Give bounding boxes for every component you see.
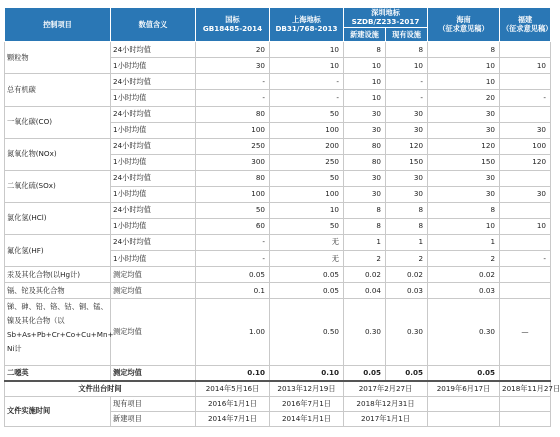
table-cell: - [196,74,270,90]
value-meaning: 1小时均值 [111,122,196,138]
table-cell: 50 [270,218,344,234]
value-meaning: 1小时均值 [111,186,196,202]
table-cell: - [270,90,344,106]
table-cell: 0.05 [270,267,344,283]
table-row [5,283,551,299]
table-cell: 100 [196,186,270,202]
pollutant-name: 氟化氢(HF) [5,235,111,267]
table-cell: 2017年2月27日 [344,381,428,396]
table-cell: - [196,90,270,106]
table-cell: 30 [386,106,428,122]
header-shenzhen-new: 新建设施 [344,28,386,42]
table-cell: 30 [428,186,500,202]
table-cell: 0.02 [428,267,500,283]
emission-standards-table [4,7,560,427]
table-cell: 10 [270,202,344,218]
table-cell: 2018年11月27日 [500,381,551,396]
table-cell: 10 [500,58,551,74]
table-row [5,106,551,122]
metal-name-line: 镍及其化合物（以 [7,316,65,326]
table-cell: 120 [500,154,551,170]
table-cell: 80 [344,154,386,170]
table-cell: 10 [428,74,500,90]
table-cell: 100 [196,122,270,138]
header-item: 控制项目 [5,8,111,42]
table-cell: 2014年1月1日 [270,411,344,426]
value-meaning: 测定均值 [111,299,196,365]
table-cell [500,396,551,411]
table-cell: 80 [344,138,386,154]
table-cell: 150 [428,154,500,170]
table-cell: - [386,74,428,90]
table-cell [500,202,551,218]
table-cell: 120 [428,138,500,154]
table-cell: 8 [344,42,386,58]
table-cell: 2018年12月31日 [344,396,428,411]
table-cell: 0.10 [270,365,344,381]
table-cell: 测定均值 [111,365,196,381]
table-cell: 300 [196,154,270,170]
table-cell: 10 [428,58,500,74]
table-cell: 30 [344,170,386,186]
header-shenzhen: 深圳地标 SZDB/Z233-2017 [344,8,428,28]
table-cell: 120 [386,138,428,154]
header-shanghai: 上海地标 DB31/768-2013 [270,8,344,42]
table-cell [428,411,500,426]
value-meaning: 1小时均值 [111,58,196,74]
value-meaning: 24小时均值 [111,106,196,122]
table-cell: 2 [344,251,386,267]
table-cell: 30 [428,106,500,122]
table-row [5,74,551,90]
table-cell: - [270,74,344,90]
table-cell: 8 [386,202,428,218]
table-cell: 0.10 [196,365,270,381]
table-cell: 10 [344,74,386,90]
table-cell: 30 [344,122,386,138]
value-meaning: 24小时均值 [111,170,196,186]
table-cell: 0.30 [428,299,500,365]
table-cell: 10 [386,58,428,74]
table-cell: 2 [386,251,428,267]
pollutant-name: 氮氧化物(NOx) [5,138,111,170]
table-cell: - [196,251,270,267]
table-cell: 0.03 [386,283,428,299]
metal-name-line: Ni计 [7,344,22,354]
table-cell: 10 [344,58,386,74]
table-cell: 无 [270,235,344,251]
table-cell: 30 [386,122,428,138]
table-cell: 二噁英 [5,365,111,381]
table-cell: 10 [428,218,500,234]
metal-name: 镉、铊及其化合物 [5,283,111,299]
table-cell: 10 [500,218,551,234]
pollutant-name: 氯化氢(HCl) [5,202,111,234]
table-cell: 10 [270,58,344,74]
table-cell: 2014年7月1日 [196,411,270,426]
table-cell: 30 [386,170,428,186]
table-cell: 新建项目 [111,411,196,426]
metal-name-line: Sb+As+Pb+Cr+Co+Cu+Mn+ [7,330,114,340]
table-cell: 30 [428,122,500,138]
table-cell: 0.30 [344,299,386,365]
table-cell: 0.02 [344,267,386,283]
table-cell: 0.50 [270,299,344,365]
table-cell: 8 [344,202,386,218]
table-cell: 30 [344,186,386,202]
table-cell [500,365,551,381]
value-meaning: 1小时均值 [111,154,196,170]
table-cell: 80 [196,106,270,122]
table-cell [500,74,551,90]
table-cell: 50 [196,202,270,218]
table-cell: 30 [386,186,428,202]
table-cell: 100 [270,122,344,138]
metal-name: 汞及其化合物(以Hg计) [5,267,111,283]
table-cell: 2016年1月1日 [196,396,270,411]
table-row [5,235,551,251]
table-cell: 无 [270,251,344,267]
table-cell: 100 [500,138,551,154]
table-cell: 2013年12月19日 [270,381,344,396]
table-cell: - [500,90,551,106]
table-cell [500,267,551,283]
table-row [5,138,551,154]
value-meaning: 24小时均值 [111,138,196,154]
pollutant-rows [5,42,551,267]
value-meaning: 1小时均值 [111,90,196,106]
value-meaning: 24小时均值 [111,74,196,90]
table-cell: 1 [428,235,500,251]
table-row [5,267,551,283]
impl-existing-row [5,396,551,411]
table-cell: - [500,251,551,267]
table-cell: 10 [270,42,344,58]
pollutant-name: 总有机碳 [5,74,111,106]
value-meaning: 1小时均值 [111,218,196,234]
table-cell: 200 [270,138,344,154]
header-fujian: 福建 （征求意见稿） [500,8,551,42]
table-row [5,202,551,218]
table-cell: — [500,299,551,365]
table-cell: 0.05 [428,365,500,381]
impl-date-label: 文件实施时间 [5,396,111,426]
table-cell: 0.05 [196,267,270,283]
table-cell: 60 [196,218,270,234]
metal-name-line: 锑、砷、铅、铬、钴、铜、锰、 [7,302,108,312]
table-cell: 0.04 [344,283,386,299]
table-cell: 80 [196,170,270,186]
table-cell: 250 [196,138,270,154]
table-cell: 20 [196,42,270,58]
header-hainan: 海南 （征求意见稿） [428,8,500,42]
header-national: 国标 GB18485-2014 [196,8,270,42]
table-cell: 8 [386,218,428,234]
value-meaning: 24小时均值 [111,202,196,218]
pollutant-name: 一氧化碳(CO) [5,106,111,138]
table-cell: 20 [428,90,500,106]
header-shenzhen-existing: 现有设施 [386,28,428,42]
table-cell: 10 [344,90,386,106]
dioxin-row [5,365,551,381]
table-cell: 0.03 [428,283,500,299]
pollutant-name: 颗粒物 [5,42,111,74]
value-meaning: 24小时均值 [111,235,196,251]
issue-date-row [5,381,551,396]
metal-name [5,299,114,365]
table-cell [500,235,551,251]
table-cell: 1.00 [196,299,270,365]
table-cell: 0.1 [196,283,270,299]
table-cell: 30 [428,170,500,186]
table-cell: 2017年1月1日 [344,411,428,426]
table-cell [500,411,551,426]
table-cell: 8 [428,42,500,58]
table-cell: 150 [386,154,428,170]
table-cell: 现有项目 [111,396,196,411]
table-cell [428,396,500,411]
value-meaning: 24小时均值 [111,42,196,58]
table-cell: 2 [428,251,500,267]
table-cell: 8 [428,202,500,218]
pollutant-name: 二氧化硫(SOx) [5,170,111,202]
table-cell: - [386,90,428,106]
table-cell: 30 [500,122,551,138]
issue-date-label: 文件出台时间 [5,381,196,396]
table-cell: 0.05 [344,365,386,381]
table-cell: 100 [270,186,344,202]
table-row [5,42,551,58]
table-cell: 30 [344,106,386,122]
table-cell: 30 [196,58,270,74]
table-cell: 2019年6月17日 [428,381,500,396]
table-cell [500,283,551,299]
table-row [5,170,551,186]
table-cell: 1 [344,235,386,251]
table-cell: 50 [270,106,344,122]
table-cell: 2014年5月16日 [196,381,270,396]
table-cell [500,42,551,58]
metal-rows [5,267,551,366]
header-meaning: 数值含义 [111,8,196,42]
table-cell: 8 [386,42,428,58]
table-cell: 250 [270,154,344,170]
table-cell: 0.05 [386,365,428,381]
value-meaning: 测定均值 [111,267,196,283]
table-cell: 2016年7月1日 [270,396,344,411]
table-cell: 0.30 [386,299,428,365]
value-meaning: 测定均值 [111,283,196,299]
table-cell: - [196,235,270,251]
table-row [5,299,551,365]
table-cell: 0.02 [386,267,428,283]
table-cell: 8 [344,218,386,234]
table-cell [500,170,551,186]
table-cell [500,106,551,122]
header-row [5,8,551,28]
value-meaning: 1小时均值 [111,251,196,267]
table-cell: 30 [500,186,551,202]
table-cell: 0.05 [270,283,344,299]
table-cell: 1 [386,235,428,251]
table-cell: 50 [270,170,344,186]
